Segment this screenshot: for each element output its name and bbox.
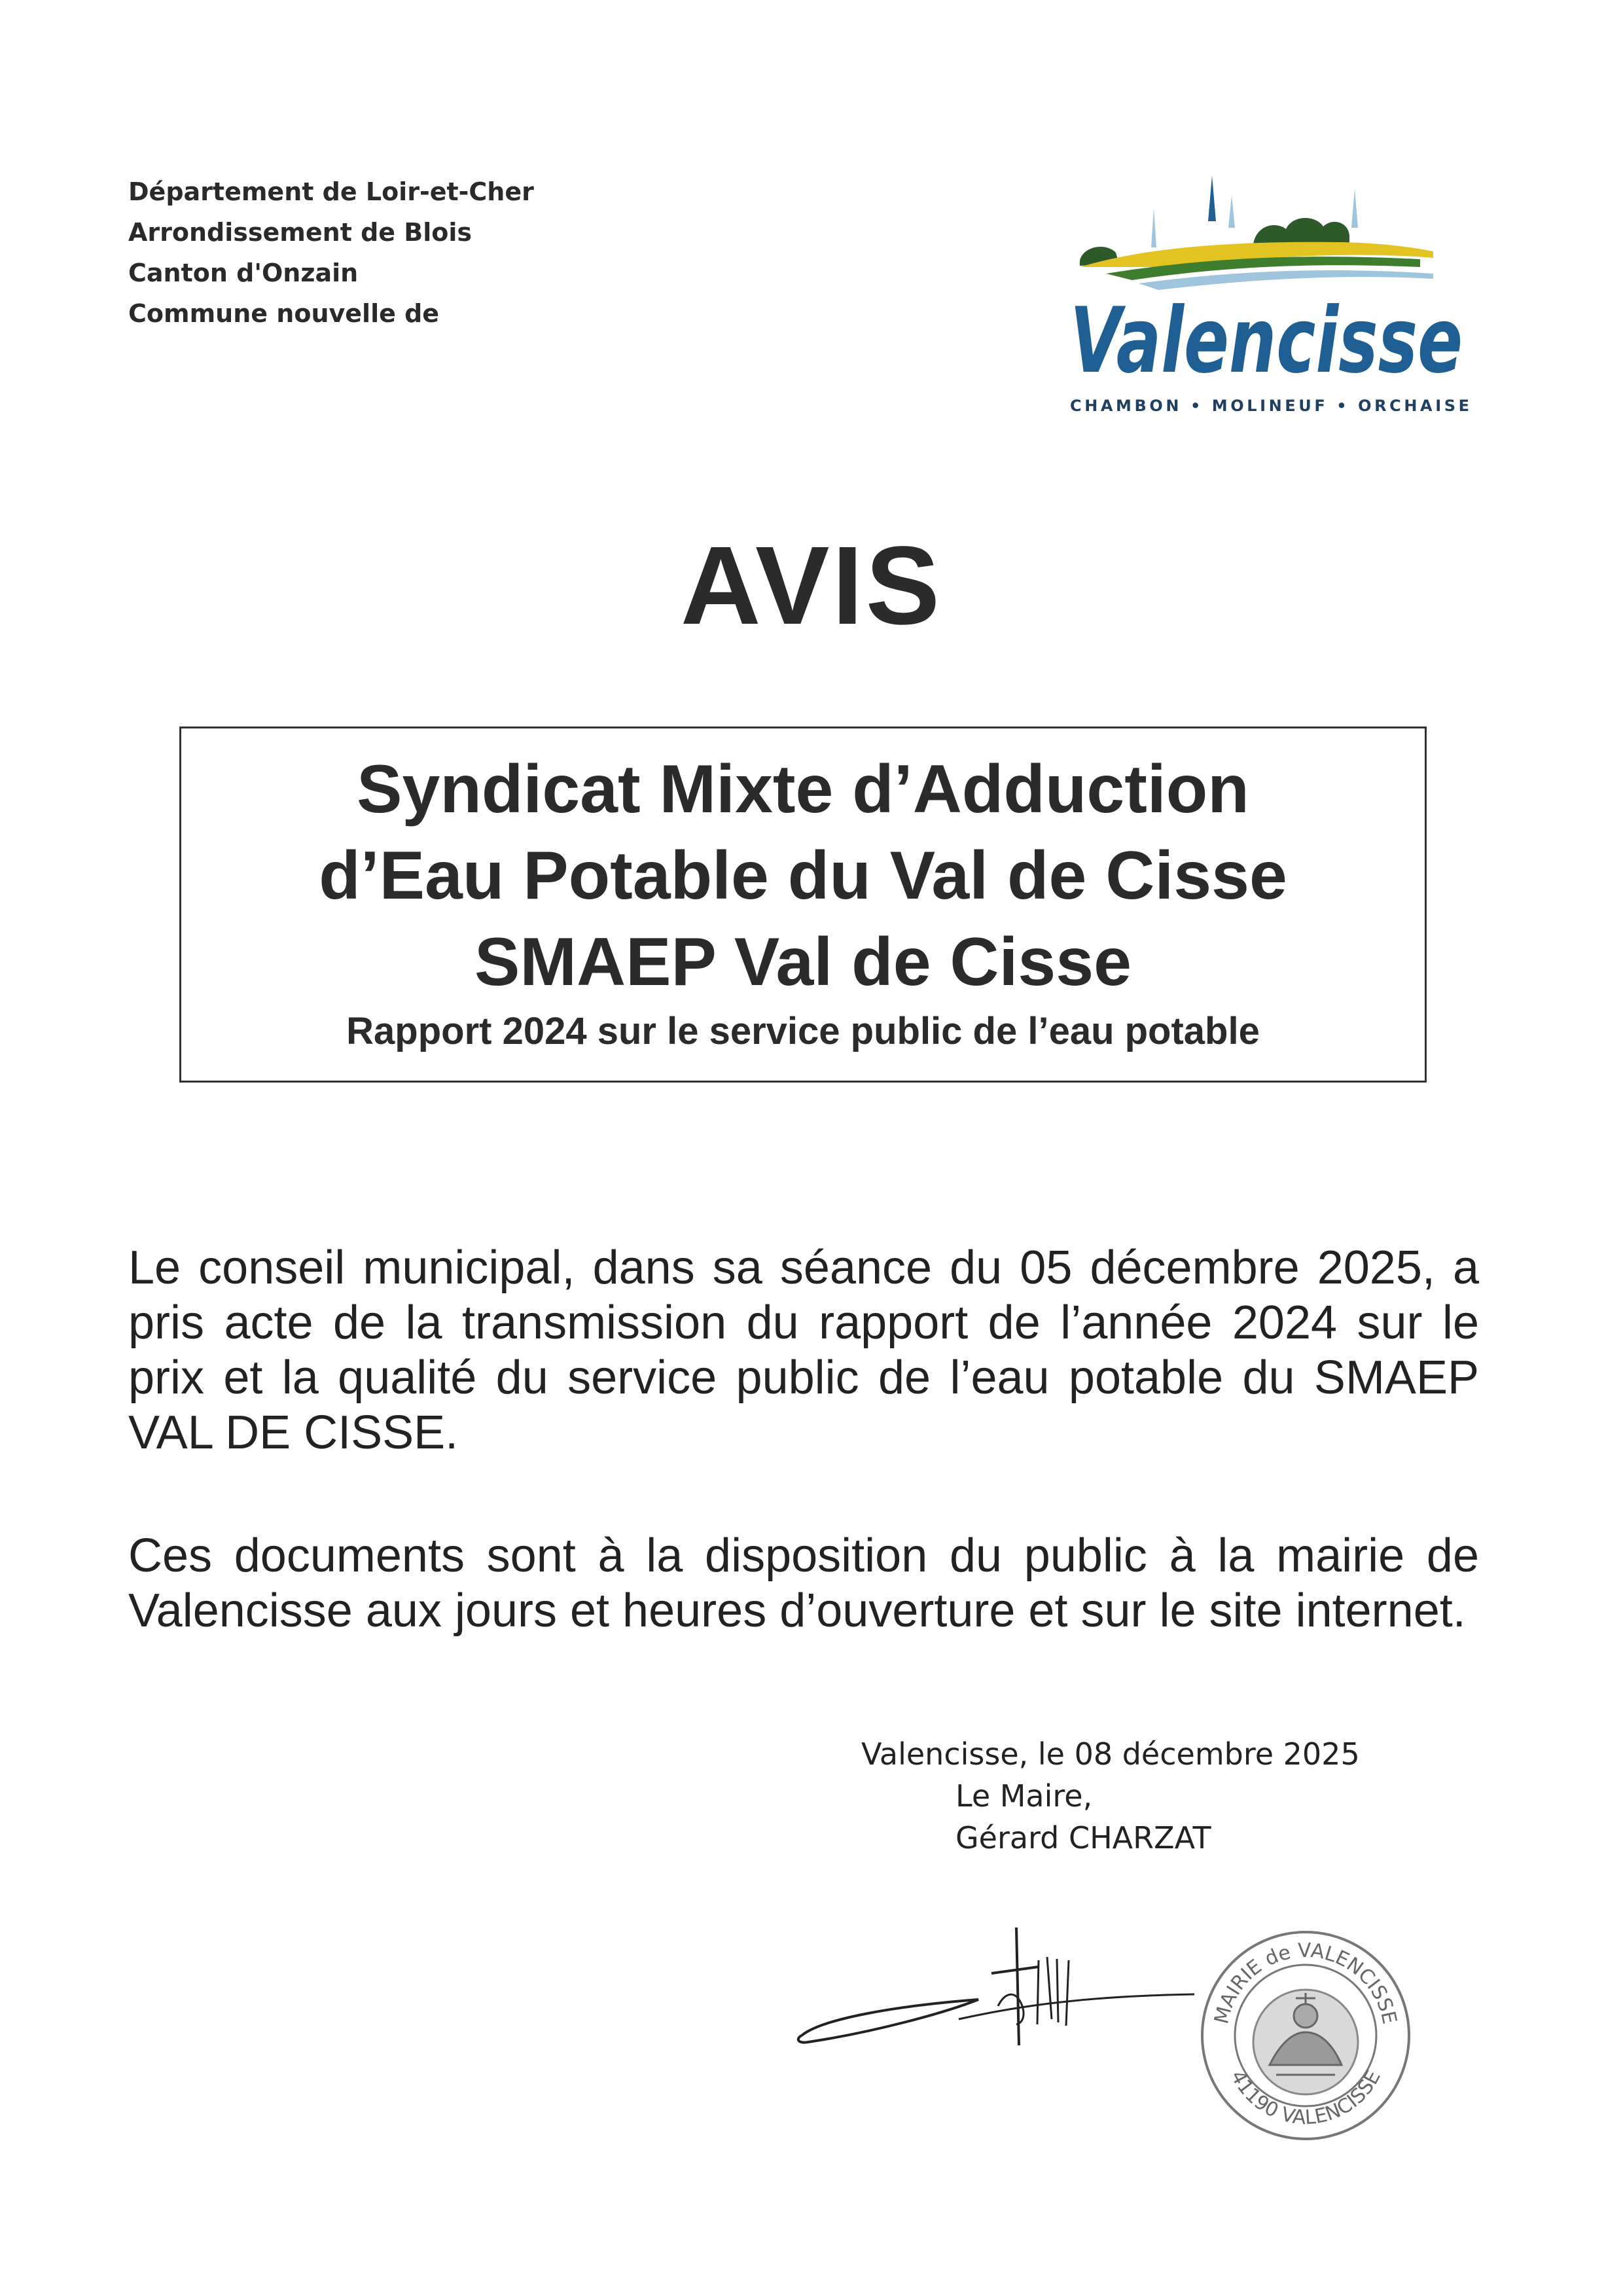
notice-title: AVIS [680,524,943,648]
logo-subtitle: CHAMBON • MOLINEUF • ORCHAISE [1070,397,1469,415]
signature-block [851,1733,1440,1859]
administrative-header [128,171,717,334]
body-paragraph-1: Le conseil municipal, dans sa séance du 05 décembre 2025, a pris acte de la transmission du rapport de l’année 2024 sur le prix et la qualité du service public de l’eau potable du SMAEP VAL DE CISSE. [128,1242,1479,1459]
logo-wordmark: Valencisse [1070,288,1463,393]
signature-role: Le Maire, [955,1778,1093,1814]
logo-spire-center-2 [1228,195,1235,228]
stamp-bottom-text: 41190 VALENCISSE [1226,2066,1385,2130]
title-line-2: d’Eau Potable du Val de Cisse [319,838,1287,914]
signature-place-date: Valencisse, le 08 décembre 2025 [861,1736,1360,1772]
logo-trees [1253,218,1349,246]
header-line-canton: Canton d'Onzain [128,259,359,287]
title-box [179,726,1427,1083]
stamp-top-text: MAIRIE de VALENCISSE [1210,1939,1401,2026]
town-hall-stamp [1198,1928,1414,2144]
header-line-arrondissement: Arrondissement de Blois [128,218,473,247]
valencisse-logo [1067,175,1479,418]
logo-spire-center [1208,175,1216,221]
header-line-commune: Commune nouvelle de [128,299,440,328]
body-paragraph-2: Ces documents sont à la disposition du public à la mairie de Valencisse aux jours et heures d’ouverture et sur le site internet. [128,1530,1479,1637]
handwritten-signature [795,1921,1201,2072]
signature-name: Gérard CHARZAT [955,1820,1211,1856]
logo-spire-left [1151,208,1156,247]
title-line-3: SMAEP Val de Cisse [474,924,1132,1000]
header-line-department: Département de Loir-et-Cher [128,177,534,206]
logo-spire-right [1351,188,1358,228]
title-subtitle: Rapport 2024 sur le service public de l’eau potable [346,1010,1260,1052]
stamp-emblem-icon [1253,1990,1358,2094]
title-line-1: Syndicat Mixte d’Adduction [357,751,1249,827]
